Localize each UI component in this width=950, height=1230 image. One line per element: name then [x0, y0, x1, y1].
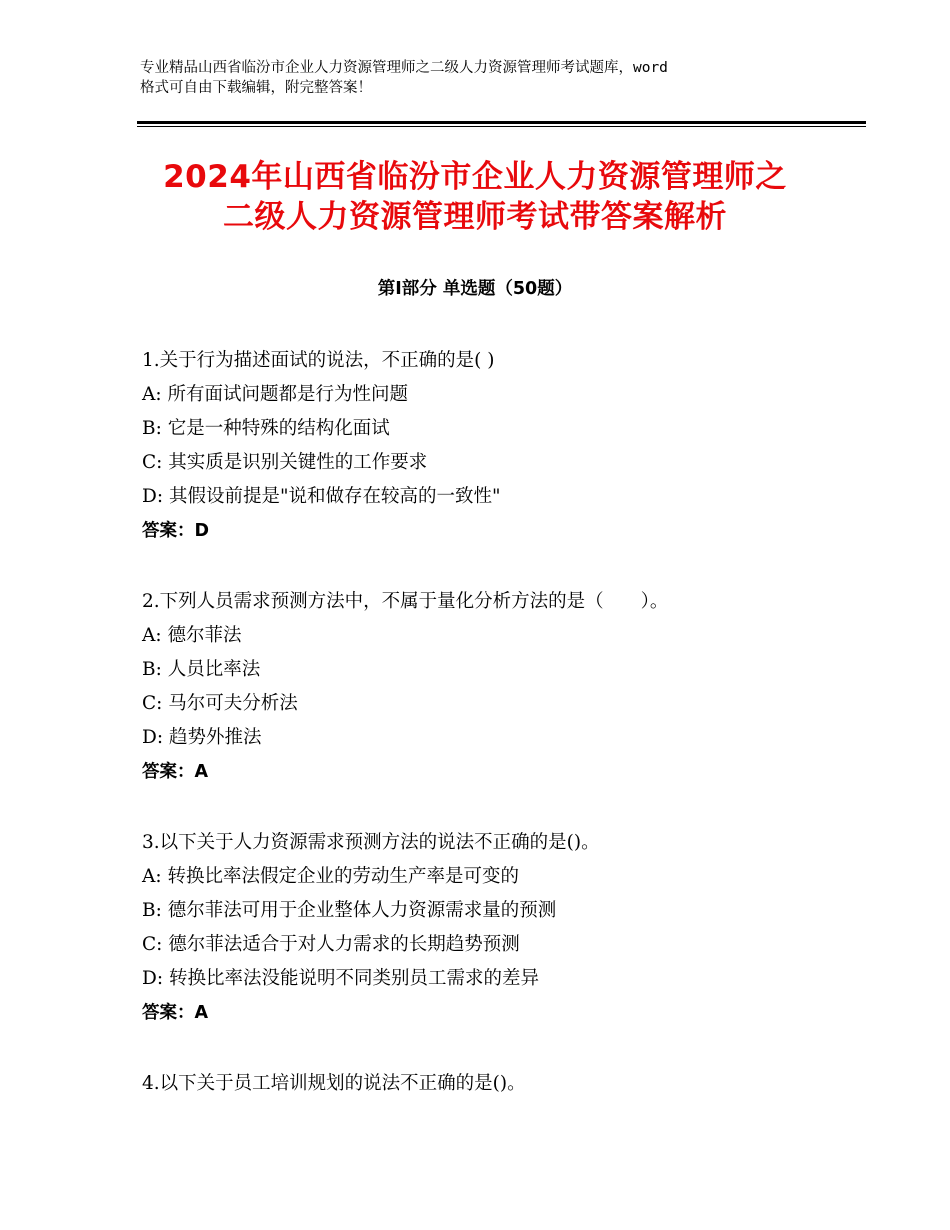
option-c: C: 马尔可夫分析法 [142, 693, 298, 714]
answer: 答案：A [142, 762, 209, 782]
document-title [100, 157, 850, 237]
option-b: B: 人员比率法 [142, 659, 261, 680]
document-title-line-2: 二级人力资源管理师考试带答案解析 [223, 199, 727, 235]
option-b: B: 德尔菲法可用于企业整体人力资源需求量的预测 [142, 900, 557, 921]
header-note [140, 58, 820, 98]
document-title-line-1: 2024年山西省临汾市企业人力资源管理师之 [163, 159, 787, 195]
section-heading: 第Ⅰ部分 单选题（50题） [377, 279, 573, 299]
option-d: D: 趋势外推法 [142, 727, 262, 748]
header-note-line-1: 专业精品山西省临汾市企业人力资源管理师之二级人力资源管理师考试题库，word [140, 60, 668, 76]
option-b: B: 它是一种特殊的结构化面试 [142, 418, 390, 439]
option-c: C: 德尔菲法适合于对人力需求的长期趋势预测 [142, 934, 520, 955]
question-2 [142, 585, 862, 789]
header-divider-thick [137, 121, 866, 124]
option-a: A: 转换比率法假定企业的劳动生产率是可变的 [142, 866, 519, 887]
question-stem: 4.以下关于员工培训规划的说法不正确的是()。 [142, 1073, 526, 1094]
question-stem: 3.以下关于人力资源需求预测方法的说法不正确的是()。 [142, 832, 600, 853]
option-a: A: 德尔菲法 [142, 625, 242, 646]
answer: 答案：D [142, 521, 210, 541]
question-list [142, 344, 862, 1138]
option-c: C: 其实质是识别关键性的工作要求 [142, 452, 428, 473]
question-3 [142, 826, 862, 1030]
question-4 [142, 1067, 862, 1101]
question-1 [142, 344, 862, 548]
header-note-line-2: 格式可自由下载编辑，附完整答案！ [140, 80, 372, 96]
question-stem: 1.关于行为描述面试的说法，不正确的是( ) [142, 350, 495, 371]
option-d: D: 转换比率法没能说明不同类别员工需求的差异 [142, 968, 539, 989]
option-a: A: 所有面试问题都是行为性问题 [142, 384, 408, 405]
question-stem: 2.下列人员需求预测方法中，不属于量化分析方法的是（ ）。 [142, 591, 669, 612]
header-divider-thin [137, 126, 866, 127]
option-d: D: 其假设前提是"说和做存在较高的一致性" [142, 486, 501, 507]
answer: 答案：A [142, 1003, 209, 1023]
